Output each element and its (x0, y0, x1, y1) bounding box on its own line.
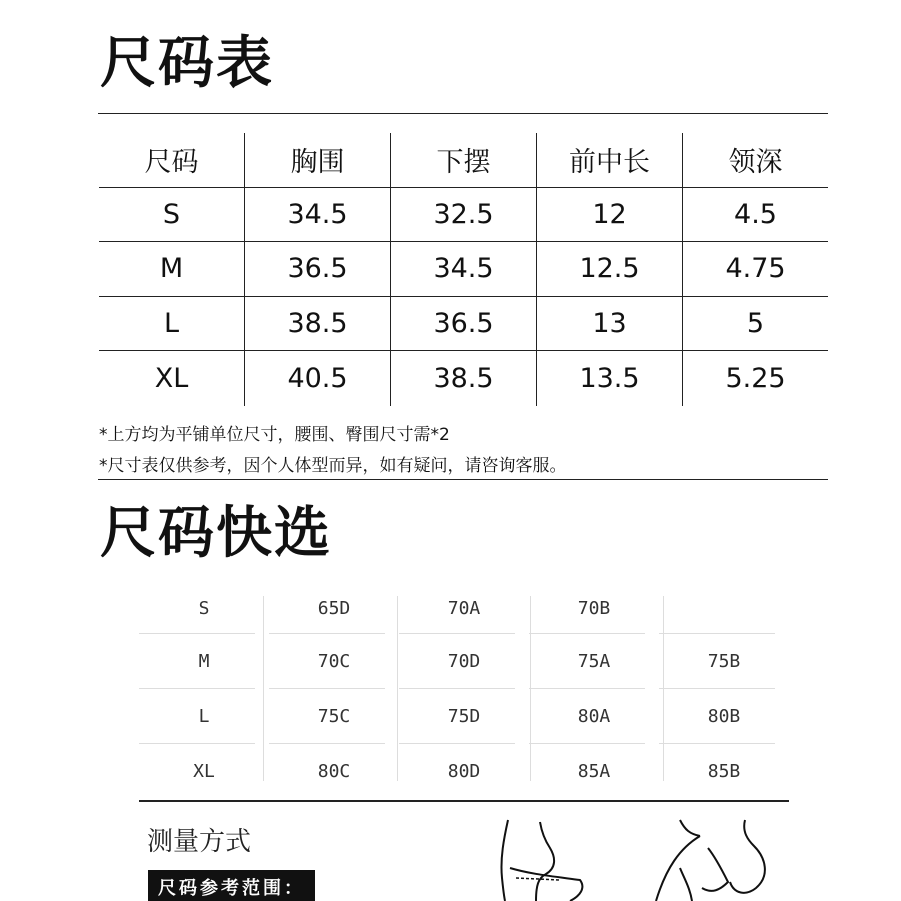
bra-size-cell: 75A (529, 634, 659, 689)
table-cell: 34.5 (391, 242, 537, 296)
bra-size-cell: 85B (707, 761, 741, 782)
table-cell: 32.5 (391, 188, 537, 242)
table-cell: 12 (537, 188, 683, 242)
side-profile-figure-icon (490, 818, 610, 901)
bra-size-cell: 80D (447, 761, 481, 782)
size-note: *上方均为平铺单位尺寸，腰围、臀围尺寸需*2 (99, 425, 450, 445)
table-row (99, 188, 828, 243)
table-cell: 38.5 (245, 297, 391, 351)
header-neck-depth: 领深 (728, 147, 783, 179)
table-cell: 12.5 (537, 242, 683, 296)
table-cell: S (99, 188, 245, 242)
bra-size-cell: 80C (317, 761, 351, 782)
table-row (99, 242, 828, 297)
table-cell: 13 (537, 297, 683, 351)
table-header-row (99, 133, 828, 188)
table-cell: 34.5 (245, 188, 391, 242)
bra-size-cell: 65D (269, 582, 399, 634)
bra-size-cell: 75C (269, 689, 399, 744)
bra-size-cell: 70A (399, 582, 529, 634)
size-cell: S (139, 582, 269, 634)
size-range-label: 尺码参考范围： (148, 870, 315, 901)
table-cell: 13.5 (537, 351, 683, 406)
table-row (139, 744, 789, 799)
table-cell: 5 (746, 308, 765, 340)
header-bust: 胸围 (245, 133, 391, 187)
divider (139, 800, 789, 802)
bra-size-cell: 70C (269, 634, 399, 689)
bra-size-cell (659, 582, 789, 634)
measurement-title: 测量方式 (147, 827, 252, 857)
bra-size-cell: 75B (659, 634, 789, 689)
size-cell: M (139, 634, 269, 689)
quick-select-table (139, 582, 789, 799)
header-size: 尺码 (99, 133, 245, 187)
bra-size-cell: 70B (529, 582, 659, 634)
front-figure-icon (650, 818, 790, 901)
divider (98, 479, 828, 480)
table-row (99, 297, 828, 352)
table-row (139, 634, 789, 689)
header-front-length: 前中长 (537, 133, 683, 187)
size-note: *尺寸表仅供参考，因个人体型而异，如有疑问，请咨询客服。 (99, 456, 567, 476)
table-cell: 4.5 (734, 198, 777, 230)
size-table (99, 133, 828, 406)
table-cell: 36.5 (391, 297, 537, 351)
bra-size-cell: 80A (529, 689, 659, 744)
size-chart-title: 尺码表 (100, 31, 274, 96)
bra-size-cell: 85A (577, 761, 611, 782)
size-cell: XL (193, 761, 215, 782)
table-cell: 5.25 (725, 363, 786, 395)
bra-size-cell: 75D (399, 689, 529, 744)
table-row (139, 582, 789, 634)
bra-size-cell: 80B (659, 689, 789, 744)
divider (98, 113, 828, 114)
table-cell: XL (99, 351, 245, 406)
table-cell: 38.5 (391, 351, 537, 406)
table-row (99, 351, 828, 406)
table-cell: 40.5 (245, 351, 391, 406)
table-cell: M (99, 242, 245, 296)
size-cell: L (139, 689, 269, 744)
bra-size-cell: 70D (399, 634, 529, 689)
table-cell: L (99, 297, 245, 351)
quick-select-title: 尺码快选 (100, 501, 332, 566)
header-hem: 下摆 (391, 133, 537, 187)
table-row (139, 689, 789, 744)
table-cell: 4.75 (725, 253, 786, 285)
table-cell: 36.5 (245, 242, 391, 296)
